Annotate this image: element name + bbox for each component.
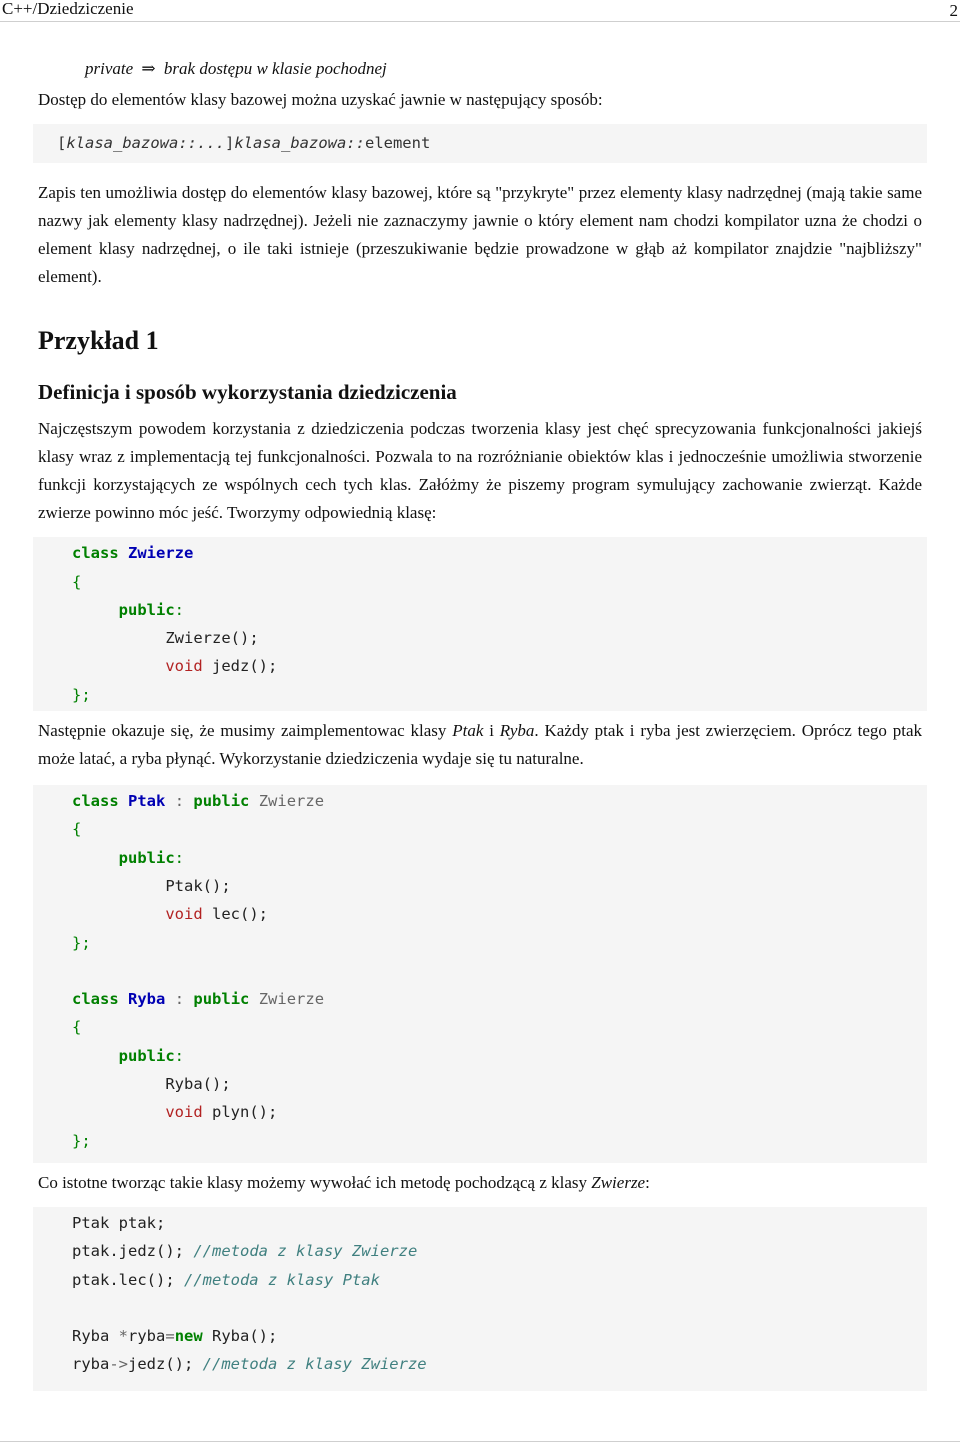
code-block-zwierze: class Zwierze { public: Zwierze(); void jedz(); }; xyxy=(33,537,927,711)
page-header xyxy=(0,0,960,22)
paragraph-method-call: Co istotne tworząc takie klasy możemy wywołać ich metodę pochodzącą z klasy Zwierze: xyxy=(38,1172,650,1192)
code-block-ptak-ryba: class Ptak : public Zwierze { public: Ptak(); void lec(); }; class Ryba : public Zwierze { public: Ryba(); void plyn(); }; xyxy=(33,785,927,1163)
section-heading: Definicja i sposób wykorzystania dziedziczenia xyxy=(38,380,457,405)
private-access-note xyxy=(85,55,922,83)
footer-rule xyxy=(0,1441,960,1442)
private-keyword: private xyxy=(85,59,134,78)
private-description: brak dostępu w klasie pochodnej xyxy=(163,59,387,78)
code-block-usage: Ptak ptak; ptak.jedz(); //metoda z klasy Zwierze ptak.lec(); //metoda z klasy Ptak Ryba *ryba=new Ryba(); ryba->jedz(); //metoda z klasy Zwierze xyxy=(33,1207,927,1391)
paragraph-ptak-ryba: Następnie okazuje się, że musimy zaimplementowac klasy Ptak i Ryba. Każdy ptak i ryba jest zwierzęciem. Oprócz tego ptak może latać, a ryba płynąć. Wykorzystanie dziedziczenia wydaje się tu naturalne. xyxy=(38,721,922,769)
paragraph-explicit-access: Dostęp do elementów klasy bazowej można uzyskać jawnie w następujący sposób: xyxy=(38,90,603,109)
implies-arrow-icon: ⇒ xyxy=(141,59,156,78)
header-title: C++/Dziedziczenie xyxy=(2,0,134,18)
page-number: 2 xyxy=(949,1,958,20)
paragraph-hidden-members: Zapis ten umożliwia dostęp do elementów klasy bazowej, które są "przykryte" przez elementy klasy nadrzędnej (mają takie same nazwy jak elementy klasy nadrzędnej). Jeżeli nie zaznaczymy jawnie o który element nam chodzi kompilator uzna że chodzi o element klasy nadrzędnej, o ile taki istnieje (przeszukiwanie będzie prowadzone w głąb aż kompilator znajdzie "najbliższy" element). xyxy=(38,183,922,287)
paragraph-inheritance-intro: Najczęstszym powodem korzystania z dziedziczenia podczas tworzenia klasy jest chęć sprecyzowania funkcjonalności jakiejś klasy wraz z implementacją tej funkcjonalności. Pozwala to na rozróżnianie obiektów klas i jednocześnie umożliwia stworzenie funkcji korzystających ze wspólnych cech tych klas. Załóżmy że piszemy program symulujący zachowanie zwierząt. Każde zwierze powinno móc jeść. Tworzymy odpowiednią klasę: xyxy=(38,419,922,523)
page-content xyxy=(38,55,922,1391)
example-heading: Przykład 1 xyxy=(38,326,159,356)
scope-syntax-block: [klasa_bazowa::...]klasa_bazowa::element xyxy=(33,124,927,163)
